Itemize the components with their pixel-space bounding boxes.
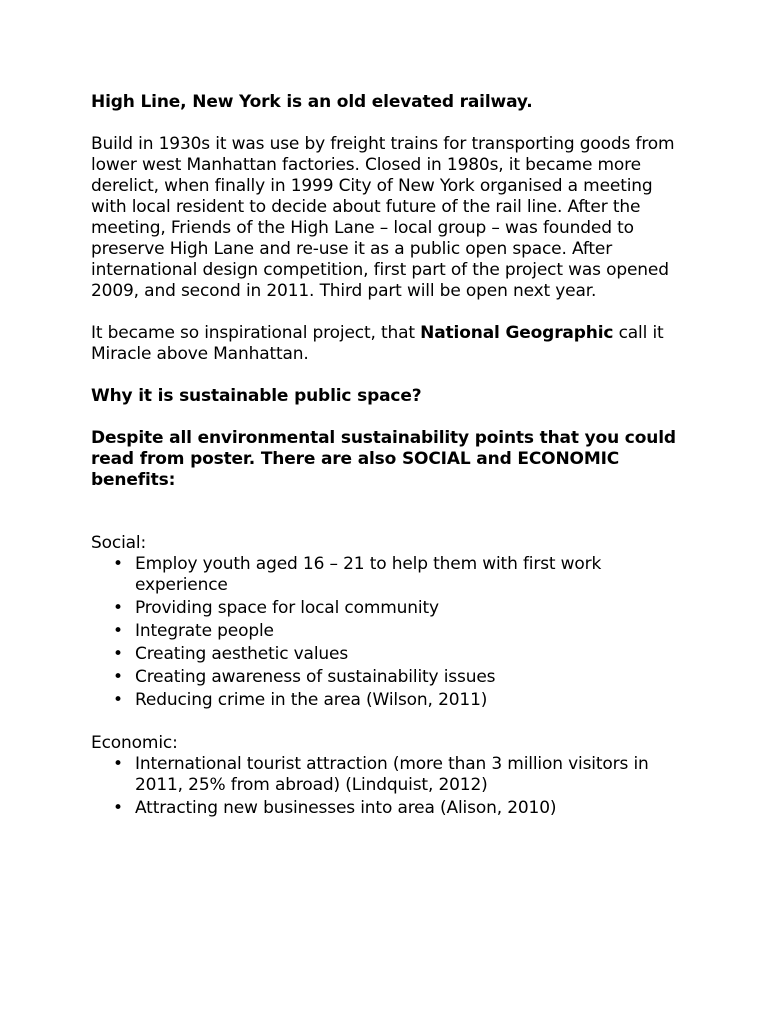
bullet-glyph: •	[113, 754, 123, 774]
list-item-text: International tourist attraction (more than 3 million visitors in 2011, 25% from abroad) (Lindquist, 2012)	[135, 754, 649, 795]
spacer	[91, 711, 691, 733]
list-item-text: Attracting new businesses into area (Alison, 2010)	[135, 798, 557, 818]
list-item	[91, 621, 691, 642]
document-heading: High Line, New York is an old elevated railway.	[91, 92, 533, 112]
list-item	[91, 754, 691, 796]
bullet-glyph: •	[113, 598, 123, 618]
inspiration-bold-name: National Geographic	[420, 323, 614, 343]
spacer	[91, 113, 691, 134]
list-item	[91, 598, 691, 619]
document-page	[91, 92, 691, 819]
social-label: Social:	[91, 533, 147, 553]
social-list	[91, 554, 691, 711]
inspiration-paragraph	[91, 323, 691, 365]
inspiration-prefix: It became so inspirational project, that	[91, 323, 421, 343]
bullet-glyph: •	[113, 690, 123, 710]
bullet-glyph: •	[113, 667, 123, 687]
list-item	[91, 667, 691, 688]
spacer	[91, 365, 691, 386]
bullet-glyph: •	[113, 621, 123, 641]
list-item	[91, 690, 691, 711]
list-item-text: Creating aesthetic values	[135, 644, 349, 664]
spacer	[91, 407, 691, 428]
bullet-glyph: •	[113, 644, 123, 664]
list-item-text: Providing space for local community	[135, 598, 439, 618]
benefits-intro: Despite all environmental sustainability points that you could read from poster. There are also SOCIAL and ECONOMIC benefits:	[91, 428, 676, 490]
list-item-text: Reducing crime in the area (Wilson, 2011)	[135, 690, 488, 710]
bullet-glyph: •	[113, 554, 123, 574]
spacer	[91, 491, 691, 533]
list-item	[91, 554, 691, 596]
bullet-glyph: •	[113, 798, 123, 818]
history-paragraph: Build in 1930s it was use by freight trains for transporting goods from lower west Manhattan factories. Closed in 1980s, it became more derelict, when finally in 1999 City of New York organised a meeting with local resident to decide about future of the rail line. After the meeting, Friends of the High Lane – local group – was founded to preserve High Lane and re-use it as a public open space. After international design competition, first part of the project was opened 2009, and second in 2011. Third part will be open next year.	[91, 134, 675, 301]
list-item	[91, 798, 691, 819]
economic-label: Economic:	[91, 733, 178, 753]
list-item	[91, 644, 691, 665]
inspiration-suffix: call it Miracle above Manhattan.	[91, 323, 664, 364]
list-item-text: Creating awareness of sustainability issues	[135, 667, 496, 687]
list-item-text: Integrate people	[135, 621, 274, 641]
question-heading: Why it is sustainable public space?	[91, 386, 422, 406]
economic-list	[91, 754, 691, 819]
list-item-text: Employ youth aged 16 – 21 to help them with first work experience	[135, 554, 602, 595]
spacer	[91, 302, 691, 323]
